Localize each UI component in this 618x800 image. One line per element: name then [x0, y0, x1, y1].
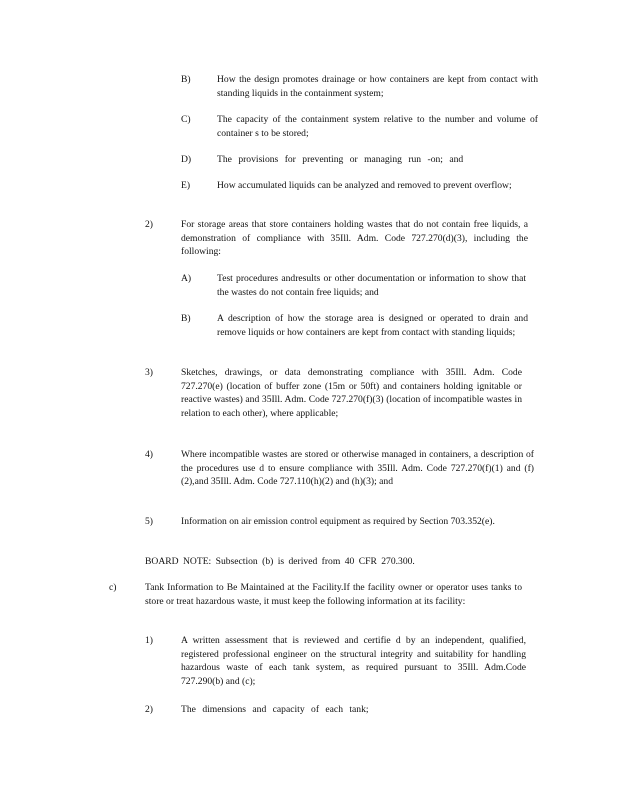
item-text: Tank Information to Be Maintained at the Facility.If the facility owner or operator uses tanks to store or treat hazardous waste, it must keep the following information at its facility: [145, 582, 522, 607]
item-label: E) [181, 180, 191, 191]
item-label: c) [109, 582, 117, 593]
item-text: How the design promotes drainage or how containers are kept from contact with standing liquids in the containment system; [217, 74, 538, 99]
item-label: C) [181, 114, 191, 125]
item-label: 3) [145, 367, 153, 378]
item-label: 4) [145, 449, 153, 460]
item-text: Information on air emission control equipment as required by Section 703.352(e). [181, 516, 495, 527]
item-text: Test procedures andresults or other documentation or information to show that the wastes do not contain free liquids; and [217, 273, 526, 298]
item-text: The dimensions and capacity of each tank; [181, 704, 369, 715]
item-text: The capacity of the containment system relative to the number and volume of container s to be stored; [217, 114, 538, 139]
item-label: D) [181, 154, 192, 165]
item-label: 5) [145, 516, 153, 527]
item-text: A written assessment that is reviewed and certifie d by an independent, qualified, registered professional engineer on the structural integrity and suitability for handling hazardous waste of each tank system, as required pursuant to 35Ill. Adm.Code 727.290(b) and (c); [181, 635, 526, 687]
item-text: Sketches, drawings, or data demonstrating compliance with 35Ill. Adm. Code 727.270(e) (location of buffer zone (15m or 50ft) and containers holding ignitable or reactive wastes) and 35Ill. Adm. Code 727.270(f)(3) (location of incompatible wastes in relation to each other), where applicable; [181, 367, 522, 419]
item-label: A) [181, 273, 192, 284]
item-text: How accumulated liquids can be analyzed and removed to prevent overflow; [217, 180, 512, 191]
item-label: 2) [145, 704, 153, 715]
board-note: BOARD NOTE: Subsection (b) is derived from 40 CFR 270.300. [145, 556, 415, 567]
item-text: For storage areas that store containers holding wastes that do not contain free liquids, a demonstration of compliance with 35Ill. Adm. Code 727.270(d)(3), including the following: [181, 219, 528, 258]
item-label: B) [181, 313, 191, 324]
item-label: 1) [145, 635, 153, 646]
item-text: The provisions for preventing or managing run -on; and [217, 154, 464, 165]
item-label: 2) [145, 219, 153, 230]
item-text: Where incompatible wastes are stored or otherwise managed in containers, a description of the procedures use d to ensure compliance with 35Ill. Adm. Code 727.270(f)(1) and (f)(2),and 35Ill. Adm. Code 727.110(h)(2) and (h)(3); and [181, 449, 534, 488]
item-text: A description of how the storage area is designed or operated to drain and remove liquids or how containers are kept from contact with standing liquids; [217, 313, 528, 338]
item-label: B) [181, 74, 191, 85]
